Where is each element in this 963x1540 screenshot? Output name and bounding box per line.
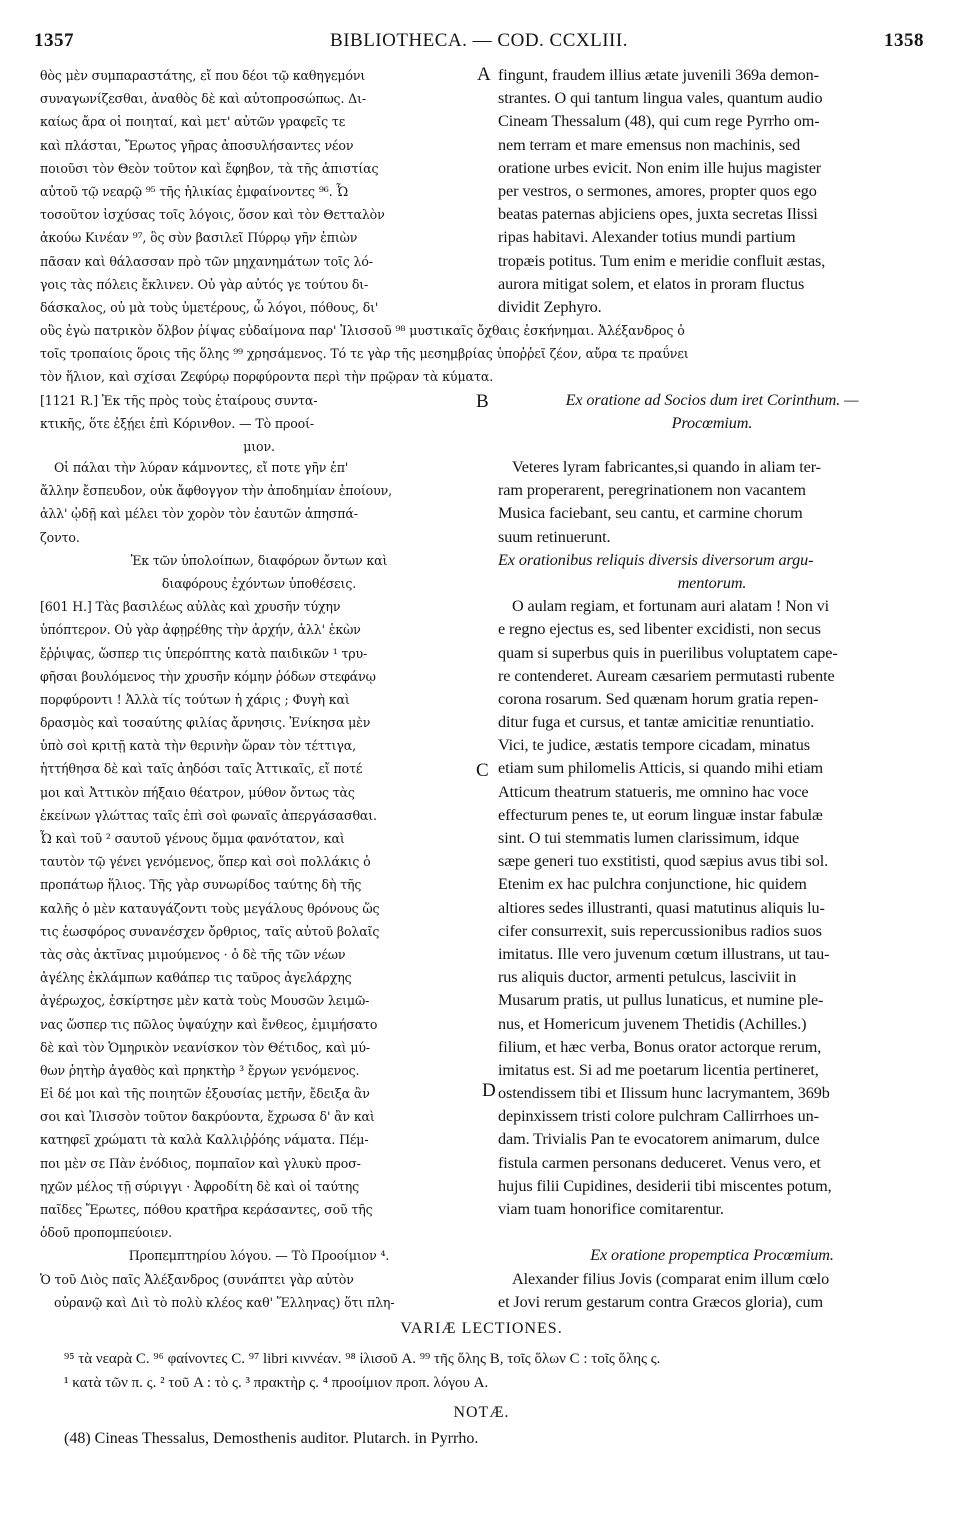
latin-line: e regno ejectus es, sed libenter excidisti, non secus xyxy=(498,620,821,639)
latin-line: et Jovi rerum gestarum contra Græcos gloria), cum xyxy=(498,1292,824,1311)
greek-line: νας ὥσπερ τις πῶλος ὑψαύχην καὶ ἔνθεος, ἐμιμήσατο xyxy=(40,1016,378,1032)
latin-column-main xyxy=(498,456,926,1314)
greek-line: [601 H.] Τὰς βασιλέως αὐλὰς καὶ χρυσῆν τύχην xyxy=(40,599,341,615)
greek-line: δὲ καὶ τὸν Ὁμηρικὸν νεανίσκον τὸν Θέτιδος, καὶ μύ- xyxy=(40,1039,370,1055)
latin-line: Musica faciebant, seu cantu, et carmine chorum xyxy=(498,504,803,523)
page-number-right: 1358 xyxy=(884,30,924,51)
latin-line: Ex orationibus reliquis diversis diversorum argu- xyxy=(498,550,814,569)
latin-line: suum retinuerunt. xyxy=(498,527,611,546)
notae-title: NOTÆ. xyxy=(453,1404,510,1421)
greek-line: διαφόρους ἐχόντων ὑποθέσεις. xyxy=(161,575,357,591)
latin-line: fistula carmen personans deduceret. Venus vero, et xyxy=(498,1153,821,1172)
greek-line: τοσοῦτον ἰσχύσας τοῖς λόγοις, ὅσον καὶ τὸν Θετταλὸν xyxy=(40,207,385,223)
greek-line: θων ῥητὴρ ἀγαθὸς καὶ πρηκτὴρ ³ ἔργων γενόμενος. xyxy=(40,1062,360,1078)
greek-line: καίως ἄρα οἱ ποιηταί, καὶ μετ' αὐτῶν γραφεῖς τε xyxy=(40,114,346,130)
latin-line: aurora mitigat solem, et elatos in proram fluctus xyxy=(498,274,805,293)
greek-line: ηχῶν μέλος τῇ σύριγγι · Ἀφροδίτη δὲ καὶ οἱ ταύτης xyxy=(40,1178,360,1194)
latin-line: ram properarent, peregrinationem non vacantem xyxy=(498,481,806,500)
latin-line: hujus filii Cupidines, desiderii tibi miscentes potum, xyxy=(498,1176,832,1195)
variant-reading-line: ⁹⁵ τὰ νεαρὰ C. ⁹⁶ φαίνοντες C. ⁹⁷ libri κιννέαν. ⁹⁸ ἰλισοῦ A. ⁹⁹ τῆς ὅλης B, τοῖς ὅλων C : τοῖς ὅλης ς. xyxy=(64,1351,661,1367)
greek-line: Ἐκ τῶν ὑπολοίπων, διαφόρων ὄντων καὶ xyxy=(130,552,388,568)
greek-line: Προπεμπτηρίου λόγου. — Τὸ Προοίμιον ⁴. xyxy=(128,1248,390,1264)
greek-line: δρασμὸς καὶ τοσαύτης φιλίας ἄρνησις. Ἐνίκησα μὲν xyxy=(40,715,371,731)
latin-line: etiam sum philomelis Atticis, si quando mihi etiam xyxy=(498,759,824,778)
latin-line: Musarum pratis, ut pullus lunaticus, et numine ple- xyxy=(498,991,824,1010)
greek-line: θὸς μὲν συμπαραστάτης, εἴ που δέοι τῷ καθηγεμόνι xyxy=(40,68,366,83)
greek-line: αὐτοῦ τῷ νεαρῷ ⁹⁵ τῆς ἡλικίας ἐμφαίνοντες ⁹⁶. Ὦ xyxy=(40,183,348,199)
greek-line: οὓς ἐγὼ πατρικὸν ὄλβον ῥίψας εὐδαίμονα παρ' Ἰλισσοῦ ⁹⁸ μυστικαῖς ὄχθαις ἐσκήνημαι. Ἀλέξανδρος ὁ xyxy=(40,323,685,338)
note-48: (48) Cineas Thessalus, Demosthenis auditor. Plutarch. in Pyrrho. xyxy=(64,1430,479,1447)
latin-line: oratione urbes evicit. Non enim ille hujus magister xyxy=(498,158,822,177)
greek-line: σοι καὶ Ἰλισσὸν τοῦτον δακρύοντα, ἔχρωσα δ' ἂν καὶ xyxy=(40,1109,375,1125)
greek-heading-line: κτικῆς, ὅτε ἐξῄει ἐπὶ Κόρινθον. — Τὸ προοί- xyxy=(40,416,314,432)
greek-line: συναγωνίζεσθαι, ἀναθὸς δὲ καὶ αὐτοπροσώπως. Δι- xyxy=(40,91,367,107)
greek-line: καλῆς ὁ μὲν καταυγάζοντι τοὺς μεγάλους θρόνους ὥς xyxy=(40,900,380,916)
latin-line: strantes. O qui tantum lingua vales, quantum audio xyxy=(498,89,823,108)
latin-line: ripas habitavi. Alexander totius mundi partium xyxy=(498,228,796,247)
greek-line: πορφύροντι ! Ἀλλὰ τίς τούτων ἡ χάρις ; Φυγὴ καὶ xyxy=(40,691,350,707)
latin-line: nem terram et mare emensus non machinis, sed xyxy=(498,135,801,154)
greek-heading-socios xyxy=(40,389,478,459)
latin-line: O aulam regiam, et fortunam auri alatam ! Non vi xyxy=(512,597,830,616)
latin-line: cifer consurrexit, suis repercussionibus radios suos xyxy=(498,921,822,940)
greek-column-main xyxy=(40,456,478,1314)
margin-marker-d: D xyxy=(482,1080,496,1101)
greek-line: πᾶσαν καὶ θάλασσαν πρὸ τῶν μηχανημάτων τοῖς λό- xyxy=(40,253,373,269)
latin-line: dam. Trivialis Pan te evocatorem animarum, dulce xyxy=(498,1130,820,1149)
latin-line: Atticum theatrum statueris, me omnino hac voce xyxy=(498,782,809,801)
latin-line: filium, et hæc verba, Bonus orator actorque rerum, xyxy=(498,1037,822,1056)
greek-line: ταυτὸν τῷ γένει γενόμενος, ὅπερ καὶ σοὶ πολλάκις ὁ xyxy=(40,854,371,870)
margin-marker-a: A xyxy=(477,64,491,85)
greek-line: ὑπὸ σοὶ κριτῇ κατὰ τὴν θερινὴν ὥραν τὸν τέττιγα, xyxy=(40,738,356,754)
variae-lectiones-title: VARIÆ LECTIONES. xyxy=(400,1320,563,1337)
latin-line: sint. O tui stemmatis lumen clarissimum, idque xyxy=(498,829,800,847)
greek-line: καὶ πλάσται, Ἔρωτος γῆρας ἀποσυλήσαντες νέον xyxy=(40,137,354,153)
latin-line: Vici, te judice, æstatis tempore cicadam, minatus xyxy=(498,736,810,755)
margin-marker-b: B xyxy=(476,391,489,412)
latin-heading-socios xyxy=(498,389,926,435)
latin-line: re contenderet. Auream cæsariem permutasti rubente xyxy=(498,666,835,685)
greek-line: Ὦ καὶ τοῦ ² σαυτοῦ γένους ὄμμα φανότατον, καὶ xyxy=(40,831,345,846)
greek-heading-line: [1121 R.] Ἐκ τῆς πρὸς τοὺς ἑταίρους συντα- xyxy=(40,393,318,408)
greek-line: Οἱ πάλαι τὴν λύραν κάμνοντες, εἴ ποτε γῆν ἐπ' xyxy=(54,460,349,475)
greek-column-1 xyxy=(40,64,478,319)
latin-heading-line: Procœmium. xyxy=(671,414,753,433)
page-header xyxy=(34,30,924,54)
latin-line: imitatus est. Si ad me poetarum licentia pertineret, xyxy=(498,1060,819,1079)
greek-line: ἀγέλης ἐκλάμπων καθάπερ τις ταῦρος ἀγελάρχης xyxy=(40,970,352,986)
latin-line: Etenim ex hac pulchra conjunctione, hic quidem xyxy=(498,875,807,894)
latin-line: imitatus. Ille vero juvenum cœtum illustrans, ut tau- xyxy=(498,944,830,963)
latin-line: beatas paternas abjiciens opes, juxta secretas Ilissi xyxy=(498,205,818,224)
latin-line xyxy=(498,1221,926,1244)
greek-line: Εἰ δέ μοι καὶ τῆς ποιητῶν ἐξουσίας μετῆν, ἔδειξα ἂν xyxy=(40,1086,370,1102)
latin-line: Veteres lyram fabricantes,si quando in aliam ter- xyxy=(512,458,821,476)
greek-line: γοις τὰς πόλεις ἔκλινεν. Οὐ γὰρ αὐτός γε τούτου δι- xyxy=(40,276,369,292)
latin-line: depinxissem tristi colore pulchram Callirrhoes un- xyxy=(498,1107,819,1126)
greek-line: φῆσαι βουλόμενος τὴν χρυσῆν κόμην ῥόδων στεφάνῳ xyxy=(40,668,376,684)
latin-column-1 xyxy=(498,64,926,319)
latin-line: ditur fuga et cursus, et tantæ amicitiæ renuntiatio. xyxy=(498,713,815,732)
margin-marker-c: C xyxy=(476,760,489,781)
latin-line: fingunt, fraudem illius ætate juvenili 369a demon- xyxy=(498,66,819,84)
greek-line: μοι καὶ Ἀττικὸν πήξαιο θέατρον, μύθον ὄντως τὰς xyxy=(40,784,355,800)
greek-line: ζοντο. xyxy=(40,529,80,545)
greek-line: ἀγέρωχος, ἐσκίρτησε μὲν κατὰ τοὺς Μουσῶν λειμῶ- xyxy=(40,993,370,1009)
greek-line: ποι μὲν σε Πὰν ἐνόδιος, πομπαῖον καὶ γλυκὺ προσ- xyxy=(40,1155,361,1171)
greek-line: οὐρανῷ καὶ Διὶ τὸ πολὺ κλέος καθ' Ἕλληνας) ὅτι πλη- xyxy=(54,1294,395,1310)
latin-line: Alexander filius Jovis (comparat enim illum cœlo xyxy=(512,1269,830,1288)
greek-fullwidth xyxy=(40,319,928,389)
latin-line: rus aliquis ductor, armenti petulcus, lasciviit in xyxy=(498,968,797,987)
latin-line: ostendissem tibi et Ilissum hunc lacrymantem, 369b xyxy=(498,1084,830,1103)
latin-line: nus, et Homericum juvenem Thetidis (Achilles.) xyxy=(498,1014,807,1033)
greek-line: ὑπόπτερον. Οὐ γὰρ ἀφῃρέθης τὴν ἀρχήν, ἀλλ' ἑκὼν xyxy=(40,622,361,638)
latin-line: per vestros, o sermones, amores, propter quos ego xyxy=(498,181,817,200)
latin-line: effecturum penes te, ut eorum linguæ instar fabulæ xyxy=(498,805,823,824)
latin-line: mentorum. xyxy=(677,573,747,592)
greek-heading-line: μιον. xyxy=(243,439,275,455)
latin-line: viam tuam honorifice comitarentur. xyxy=(498,1200,724,1218)
latin-line: sæpe generi tuo exstitisti, quod sæpius avus tibi sol. xyxy=(498,852,829,871)
latin-line: quam si superbus quis in puerilibus voluptatem cape- xyxy=(498,643,838,662)
greek-line: ὁδοῦ προπομπεύοιεν. xyxy=(40,1225,173,1241)
latin-line: corona rosarum. Sed quænam horum gratia repen- xyxy=(498,689,819,708)
greek-line: ποιοῦσι τὸν Θεὸν τοῦτον καὶ ἔφηβον, τὰ τῆς ἀπιστίας xyxy=(40,160,379,176)
greek-line: ἀλλ' ᾠδῇ καὶ μέλει τὸν χορὸν τὸν ἑαυτῶν ἀπησπά- xyxy=(40,506,358,522)
variae-lectiones xyxy=(64,1347,934,1395)
greek-line: κατηφεῖ χρώματι τὰ καλὰ Καλλιῤῥόης νάματα. Πέμ- xyxy=(40,1132,369,1148)
greek-line: ἀκούω Κινέαν ⁹⁷, ὃς σὺν βασιλεῖ Πύρρῳ γῆν ἐπιὼν xyxy=(40,230,358,246)
page-number-left: 1357 xyxy=(34,30,74,51)
greek-line: τις ἑωσφόρος συνανέσχεν ὄρθριος, ταῖς αὐτοῦ βολαῖς xyxy=(40,923,380,939)
greek-line: τοῖς τροπαίοις ὅροις τῆς ὅλης ⁹⁹ χρησάμενος. Τό τε γὰρ τῆς μεσημβρίας ὑποῤῥεῖ ζέον, αὔρα τε πραΰνει xyxy=(40,346,689,362)
latin-heading-line: Ex oratione ad Socios dum iret Corinthum. — xyxy=(565,391,859,409)
greek-line: τὸν ἥλιον, καὶ σχίσαι Ζεφύρῳ πορφύροντα περὶ τὴν πρῷραν τὰ κύματα. xyxy=(40,369,494,385)
greek-line: δάσκαλος, οὐ μὰ τοὺς ὑμετέρους, ὦ λόγοι, πόθους, δι' xyxy=(40,299,379,315)
latin-line: Cineam Thessalum (48), qui cum rege Pyrrho om- xyxy=(498,112,820,131)
greek-line: παῖδες Ἔρωτες, πόθου κρατῆρα κεράσαντες, σοῦ τῆς xyxy=(40,1202,373,1217)
latin-line: tropæis potitus. Tum enim e meridie confluit æstas, xyxy=(498,251,826,270)
greek-line: ἡττήθησα δὲ καὶ ταῖς ἀηδόσι ταῖς Ἀττικαῖς, εἴ ποτέ xyxy=(40,761,363,777)
running-title: BIBLIOTHECA. — COD. CCXLIII. xyxy=(330,30,628,51)
greek-line: ἐκείνων γλώττας ταῖς ἐπὶ σοὶ φωναῖς ἀπεργάσασθαι. xyxy=(40,807,377,823)
greek-line: ἔῤῥιψας, ὥσπερ τις ὑπερόπτης κατὰ παιδικῶν ¹ τρυ- xyxy=(40,645,368,661)
greek-line: Ὁ τοῦ Διὸς παῖς Ἀλέξανδρος (συνάπτει γὰρ αὐτὸν xyxy=(40,1271,354,1287)
latin-line: dividit Zephyro. xyxy=(498,297,602,316)
greek-line: ἄλλην ἔσπευδον, οὐκ ἄφθογγον τὴν ἀποδημίαν ἐποίουν, xyxy=(40,483,392,499)
latin-line: altiores sedes illustranti, quasi matutinus aliquis lu- xyxy=(498,898,825,917)
greek-line: τὰς σὰς ἀκτῖνας μιμούμενος · ὁ δὲ τῆς τῶν νέων xyxy=(40,946,346,962)
variant-reading-line: ¹ κατὰ τῶν π. ς. ² τοῦ A : τὸ ς. ³ πρακτὴρ ς. ⁴ προοίμιον προπ. λόγου A. xyxy=(64,1375,489,1391)
greek-line: προπάτωρ ἥλιος. Τῆς γὰρ συνωρίδος ταύτης δὴ τῆς xyxy=(40,877,362,893)
latin-line: Ex oratione propemptica Procœmium. xyxy=(590,1246,834,1265)
